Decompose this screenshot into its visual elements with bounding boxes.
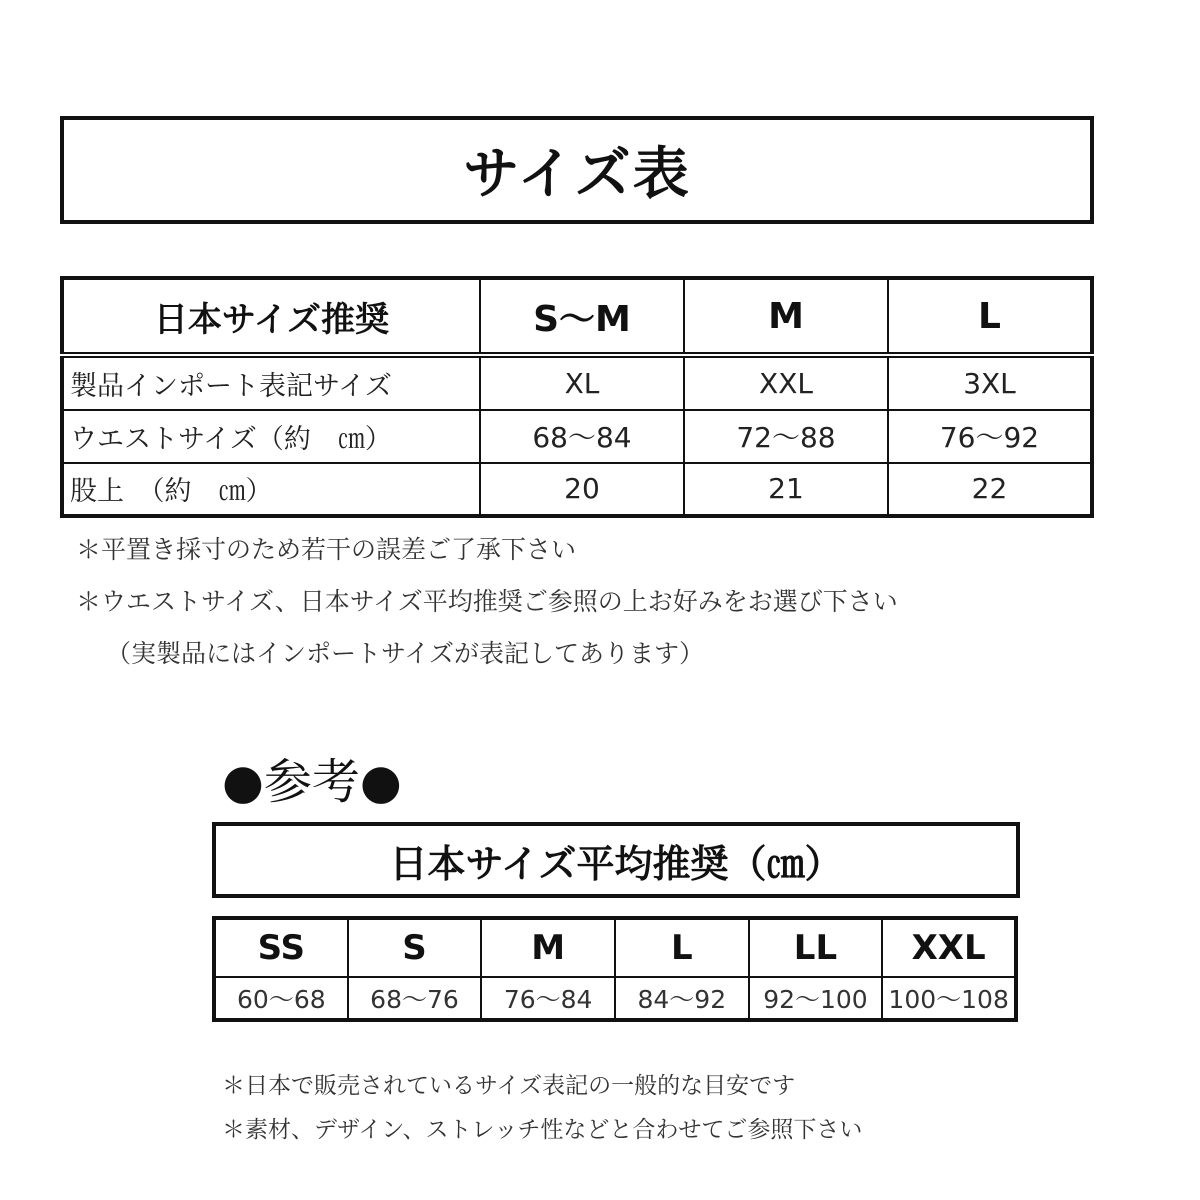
reference-range-cell: 60～68 [214,977,348,1020]
size-table-header-row [62,278,1092,355]
reference-title: 日本サイズ平均推奨（㎝） [389,841,843,886]
size-table-cell: XL [480,355,684,410]
reference-label: ●参考● [222,754,402,810]
reference-size-cell: XXL [882,918,1016,977]
reference-note-line: ＊日本で販売されているサイズ表記の一般的な目安です [222,1073,796,1099]
reference-size-cell: SS [214,918,348,977]
size-table-cell: 76～92 [888,410,1092,463]
size-table-cell: 3XL [888,355,1092,410]
reference-range-cell: 68～76 [348,977,482,1020]
size-table-header-cell: S～M [480,278,684,355]
size-table-cell: 21 [684,463,888,516]
size-table-cell: 22 [888,463,1092,516]
reference-size-cell: S [348,918,482,977]
reference-range-cell: 92～100 [749,977,883,1020]
reference-range-cell: 84～92 [615,977,749,1020]
reference-table [212,916,1018,1022]
note-line: ＊ウエストサイズ、日本サイズ平均推奨ご参照の上お好みをお選び下さい [76,587,898,616]
size-table-row [62,463,1092,516]
size-table-row [62,410,1092,463]
size-table-cell: XXL [684,355,888,410]
size-table-header-cell: M [684,278,888,355]
size-table-row [62,355,1092,410]
size-table-cell: 68～84 [480,410,684,463]
note-line: ＊平置き採寸のため若干の誤差ご了承下さい [76,535,577,564]
reference-note-line: ＊素材、デザイン、ストレッチ性などと合わせてご参照下さい [222,1117,863,1143]
title-box [60,116,1094,224]
size-notes [76,524,898,680]
reference-size-cell: LL [749,918,883,977]
reference-size-row [214,918,1016,977]
reference-size-cell: L [615,918,749,977]
size-table-header-label: 日本サイズ推奨 [62,278,480,355]
reference-title-box [212,822,1020,898]
page-title: サイズ表 [463,142,691,207]
size-table-header-cell: L [888,278,1092,355]
size-table-row-label: 製品インポート表記サイズ [62,355,480,410]
note-line: （実製品にはインポートサイズが表記してあります） [106,639,705,668]
reference-size-cell: M [481,918,615,977]
reference-notes [222,1064,862,1152]
size-table-row-label: ウエストサイズ（約 ㎝） [62,410,480,463]
reference-range-row [214,977,1016,1020]
size-table-cell: 72～88 [684,410,888,463]
size-table-row-label: 股上 （約 ㎝） [62,463,480,516]
size-table-cell: 20 [480,463,684,516]
reference-range-cell: 76～84 [481,977,615,1020]
size-table [60,276,1094,518]
reference-range-cell: 100～108 [882,977,1016,1020]
